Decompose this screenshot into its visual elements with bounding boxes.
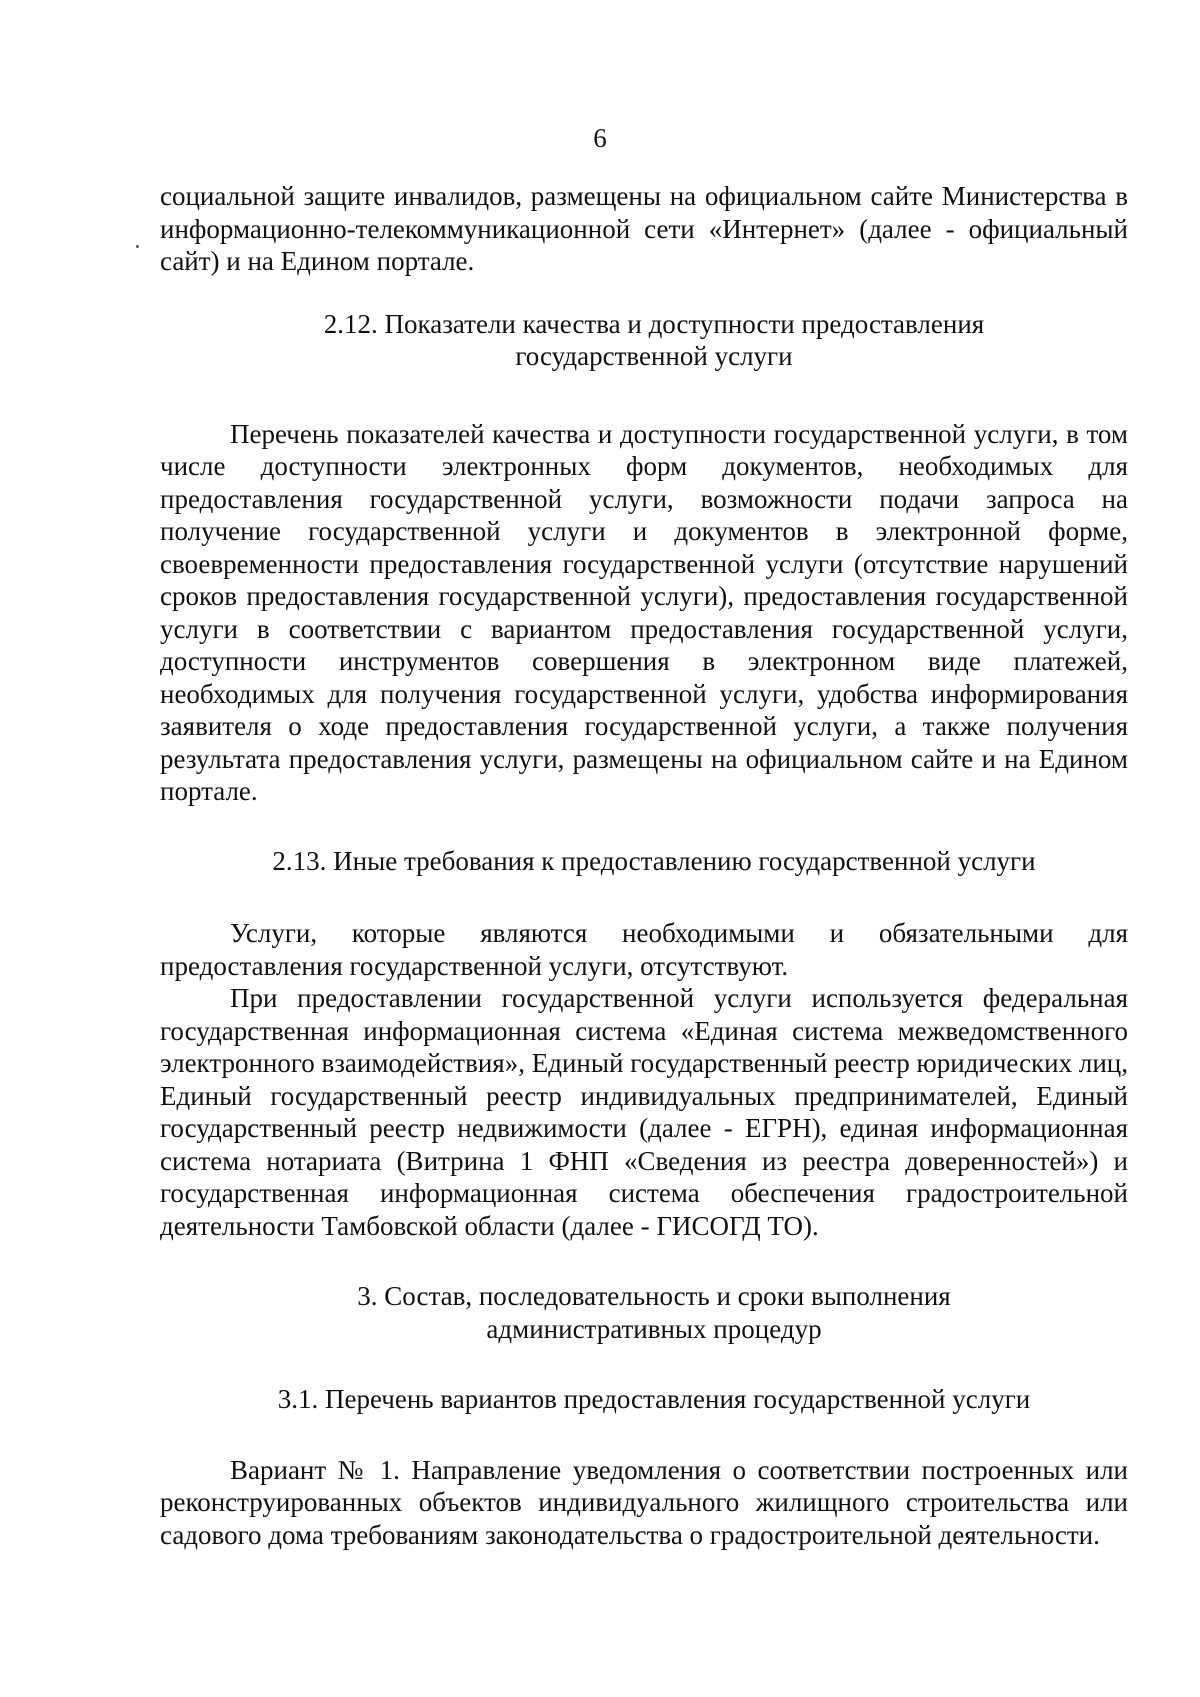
page-number: 6 (593, 123, 607, 153)
section-2-12-heading (160, 308, 1128, 373)
section-3-1-heading: 3.1. Перечень вариантов предоставления государственной услуги (277, 1384, 1031, 1414)
intro-paragraph: социальной защите инвалидов, размещены на официальном сайте Министерства в информационно-телекоммуникационной сети «Интернет» (далее - официальный сайт) и на Едином портале. (160, 181, 1128, 276)
section-2-13-paragraph-2: При предоставлении государственной услуги используется федеральная государственная информационная система «Единая система межведомственного электронного взаимодействия», Единый государственный реестр юридических лиц, Единый государственный реестр индивидуальных предпринимателей, Единый государственный реестр недвижимости (далее - ЕГРН), единая информационная система нотариата (Витрина 1 ФНП «Сведения из реестра доверенностей») и государственная информационная система обеспечения градостроительной деятельности Тамбовской области (далее - ГИСОГД ТО). (160, 983, 1128, 1241)
section-2-13-paragraph-1: Услуги, которые являются необходимыми и обязательными для предоставления государственной услуги, отсутствуют. (160, 918, 1128, 981)
section-2-12-heading-line2: государственной услуги (515, 341, 793, 371)
scan-margin-dot (136, 245, 139, 248)
section-3-heading (160, 1280, 1128, 1345)
section-2-12-paragraph: Перечень показателей качества и доступности государственной услуги, в том числе доступности электронных форм документов, необходимых для предоставления государственной услуги, возможности подачи запроса на получение государственной услуги и документов в электронной форме, своевременности предоставления государственной услуги (отсутствие нарушений сроков предоставления государственной услуги), предоставления государственной услуги в соответствии с вариантом предоставления государственной услуги, доступности инструментов совершения в электронном виде платежей, необходимых для получения государственной услуги, удобства информирования заявителя о ходе предоставления государственной услуги, а также получения результата предоставления услуги, размещены на официальном сайте и на Едином портале. (160, 418, 1128, 806)
section-3-heading-line1: 3. Состав, последовательность и сроки выполнения (357, 1281, 951, 1311)
section-3-heading-line2: административных процедур (486, 1313, 822, 1344)
document-body (160, 180, 1128, 1551)
section-3-1-paragraph: Вариант № 1. Направление уведомления о соответствии построенных или реконструированных объектов индивидуального жилищного строительства или садового дома требованиям законодательства о градостроительной деятельности. (160, 1454, 1128, 1550)
section-2-12-heading-line1: 2.12. Показатели качества и доступности предоставления (323, 308, 985, 339)
section-2-13-heading: 2.13. Иные требования к предоставлению государственной услуги (272, 845, 1036, 876)
